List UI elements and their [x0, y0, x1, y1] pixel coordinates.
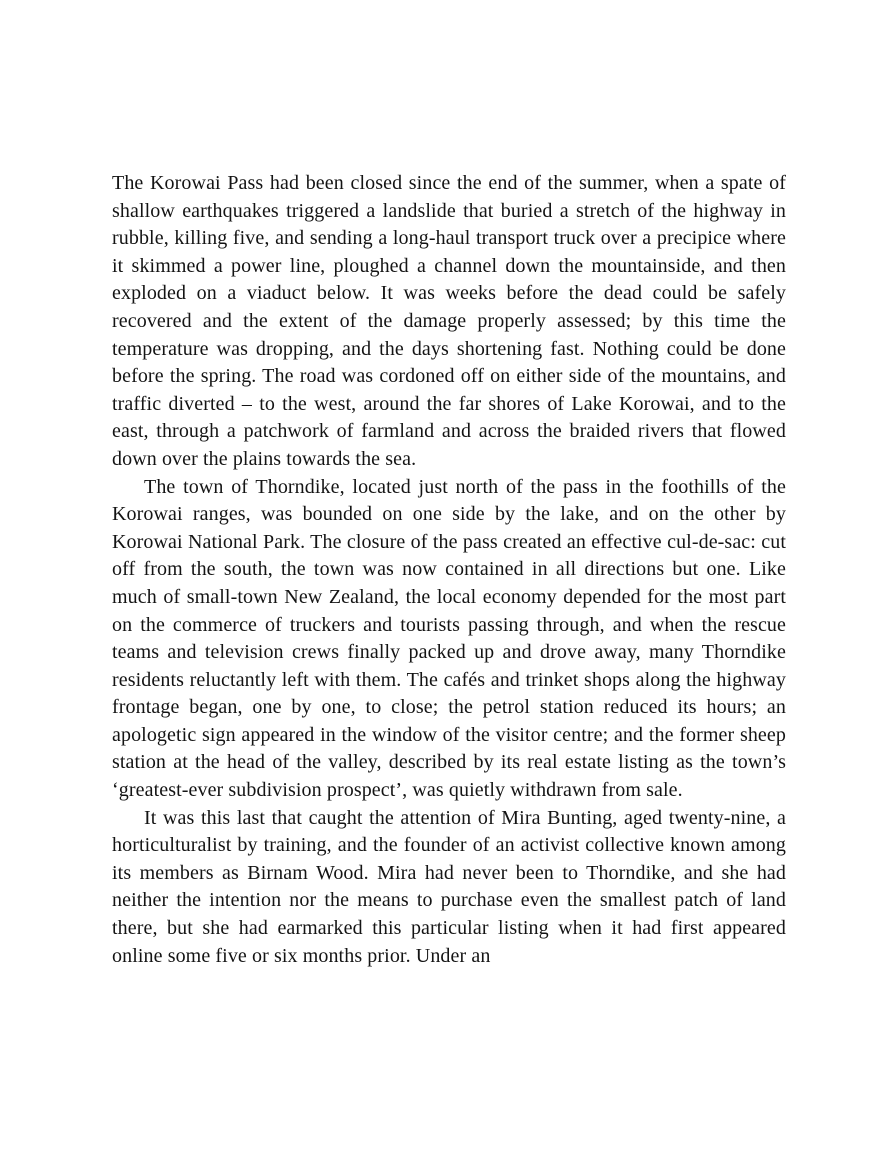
paragraph-1: The Korowai Pass had been closed since the end of the summer, when a spate of shallow earthquakes triggered a landslide that buried a stretch of the highway in rubble, killing five, and sending a long-haul transport truck over a precipice where it skimmed a power line, ploughed a channel down the mountainside, and then exploded on a viaduct below. It was weeks before the dead could be safely recovered and the extent of the damage properly assessed; by this time the temperature was dropping, and the days shortening fast. Nothing could be done before the spring. The road was cordoned off on either side of the mountains, and traffic diverted – to the west, around the far shores of Lake Korowai, and to the east, through a patchwork of farmland and across the braided rivers that flowed down over the plains towards the sea. — [112, 172, 786, 470]
paragraph-3: It was this last that caught the attention of Mira Bunting, aged twenty-nine, a horticulturalist by training, and the founder of an activist collective known among its members as Birnam Wood. Mira had never been to Thorndike, and she had neither the intention nor the means to purchase even the smallest patch of land there, but she had earmarked this particular listing when it had first appeared online some five or six months prior. Under an — [112, 806, 786, 967]
paragraph-2: The town of Thorndike, located just north of the pass in the foothills of the Korowai ranges, was bounded on one side by the lake, and on the other by Korowai National Park. The closure of the pass created an effective cul-de-sac: cut off from the south, the town was now contained in all directions but one. Like much of small-town New Zealand, the local economy depended for the most part on the commerce of truckers and tourists passing through, and when the rescue teams and television crews finally packed up and drove away, many Thorndike residents reluctantly left with them. The cafés and trinket shops along the highway frontage began, one by one, to close; the petrol station reduced its hours; an apologetic sign appeared in the window of the visitor centre; and the former sheep station at the head of the valley, described by its real estate listing as the town’s ‘greatest-ever subdivision prospect’, was quietly withdrawn from sale. — [112, 475, 786, 802]
body-text — [112, 170, 786, 970]
